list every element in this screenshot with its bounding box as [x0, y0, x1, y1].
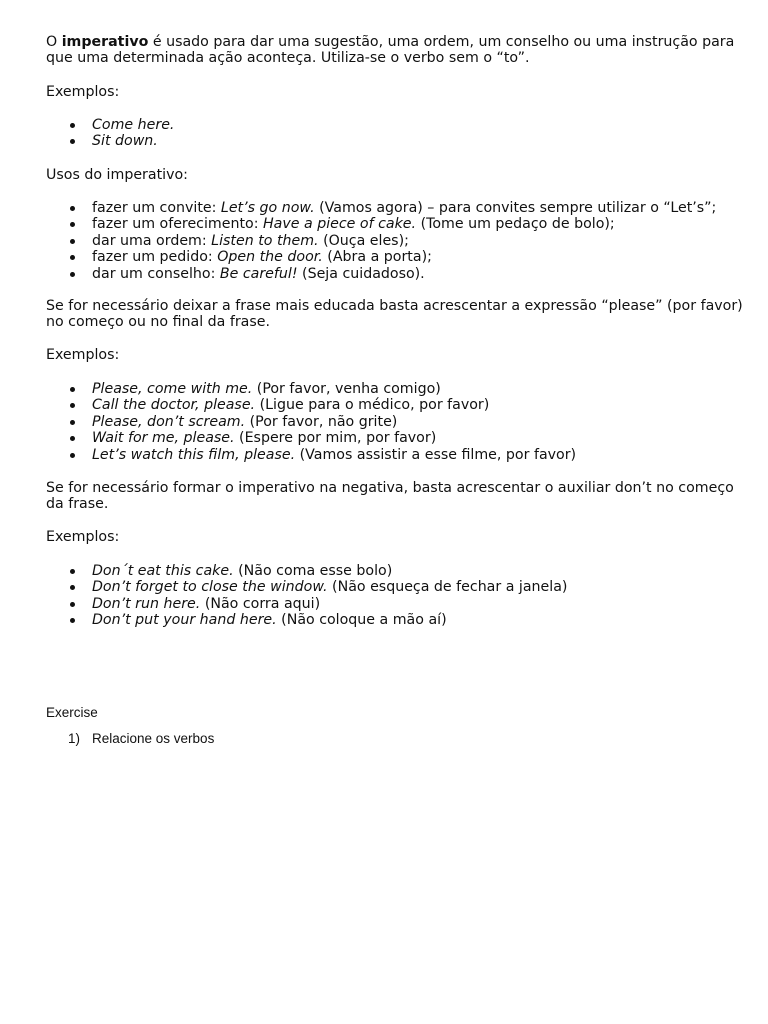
- list-item: Let’s watch this film, please. (Vamos assistir a esse filme, por favor): [46, 447, 746, 463]
- intro-bold-term: imperativo: [61, 34, 149, 50]
- exercise-list: [68, 731, 214, 747]
- list-item: fazer um oferecimento: Have a piece of cake. (Tome um pedaço de bolo);: [46, 216, 746, 232]
- examples-heading-3: Exemplos:: [46, 529, 120, 545]
- please-paragraph: Se for necessário deixar a frase mais educada basta acrescentar a expressão “please” (por favor) no começo ou no final da frase.: [46, 298, 743, 331]
- intro-prefix: O: [46, 34, 62, 50]
- list-item: Don’t put your hand here. (Não coloque a mão aí): [46, 612, 746, 628]
- list-item: Wait for me, please. (Espere por mim, por favor): [46, 430, 746, 446]
- list-item: Please, come with me. (Por favor, venha comigo): [46, 381, 746, 397]
- negative-paragraph: Se for necessário formar o imperativo na negativa, basta acrescentar o auxiliar don’t no começo da frase.: [46, 480, 734, 513]
- exercise-heading: Exercise: [46, 705, 98, 720]
- uses-list: [46, 200, 746, 282]
- examples-list-2: [46, 381, 746, 463]
- list-item: Don’t run here. (Não corra aqui): [46, 596, 746, 612]
- examples-list-3: [46, 563, 746, 629]
- intro-paragraph: [46, 34, 746, 67]
- list-item: [46, 117, 746, 133]
- examples-list-1: [46, 117, 746, 150]
- example-text: Come here.: [92, 117, 175, 133]
- list-item: fazer um pedido: Open the door. (Abra a porta);: [46, 249, 746, 265]
- list-item: dar um conselho: Be careful! (Seja cuidadoso).: [46, 266, 746, 282]
- list-item: Please, don’t scream. (Por favor, não grite): [46, 414, 746, 430]
- list-item: [46, 133, 746, 149]
- exercise-item: 1) Relacione os verbos: [68, 731, 215, 746]
- list-item: Don´t eat this cake. (Não coma esse bolo): [46, 563, 746, 579]
- list-item: Don’t forget to close the window. (Não esqueça de fechar a janela): [46, 579, 746, 595]
- list-item: fazer um convite: Let’s go now. (Vamos agora) – para convites sempre utilizar o “Let’s”;: [46, 200, 746, 216]
- list-item: Call the doctor, please. (Ligue para o médico, por favor): [46, 397, 746, 413]
- examples-heading-1: Exemplos:: [46, 84, 120, 100]
- uses-heading: Usos do imperativo:: [46, 167, 188, 183]
- list-item: dar uma ordem: Listen to them. (Ouça eles);: [46, 233, 746, 249]
- intro-text: é usado para dar uma sugestão, uma ordem, um conselho ou uma instrução para que uma determinada ação aconteça. Utiliza-se o verbo sem o “to”.: [46, 34, 735, 67]
- examples-heading-2: Exemplos:: [46, 347, 120, 363]
- example-text: Sit down.: [92, 133, 158, 150]
